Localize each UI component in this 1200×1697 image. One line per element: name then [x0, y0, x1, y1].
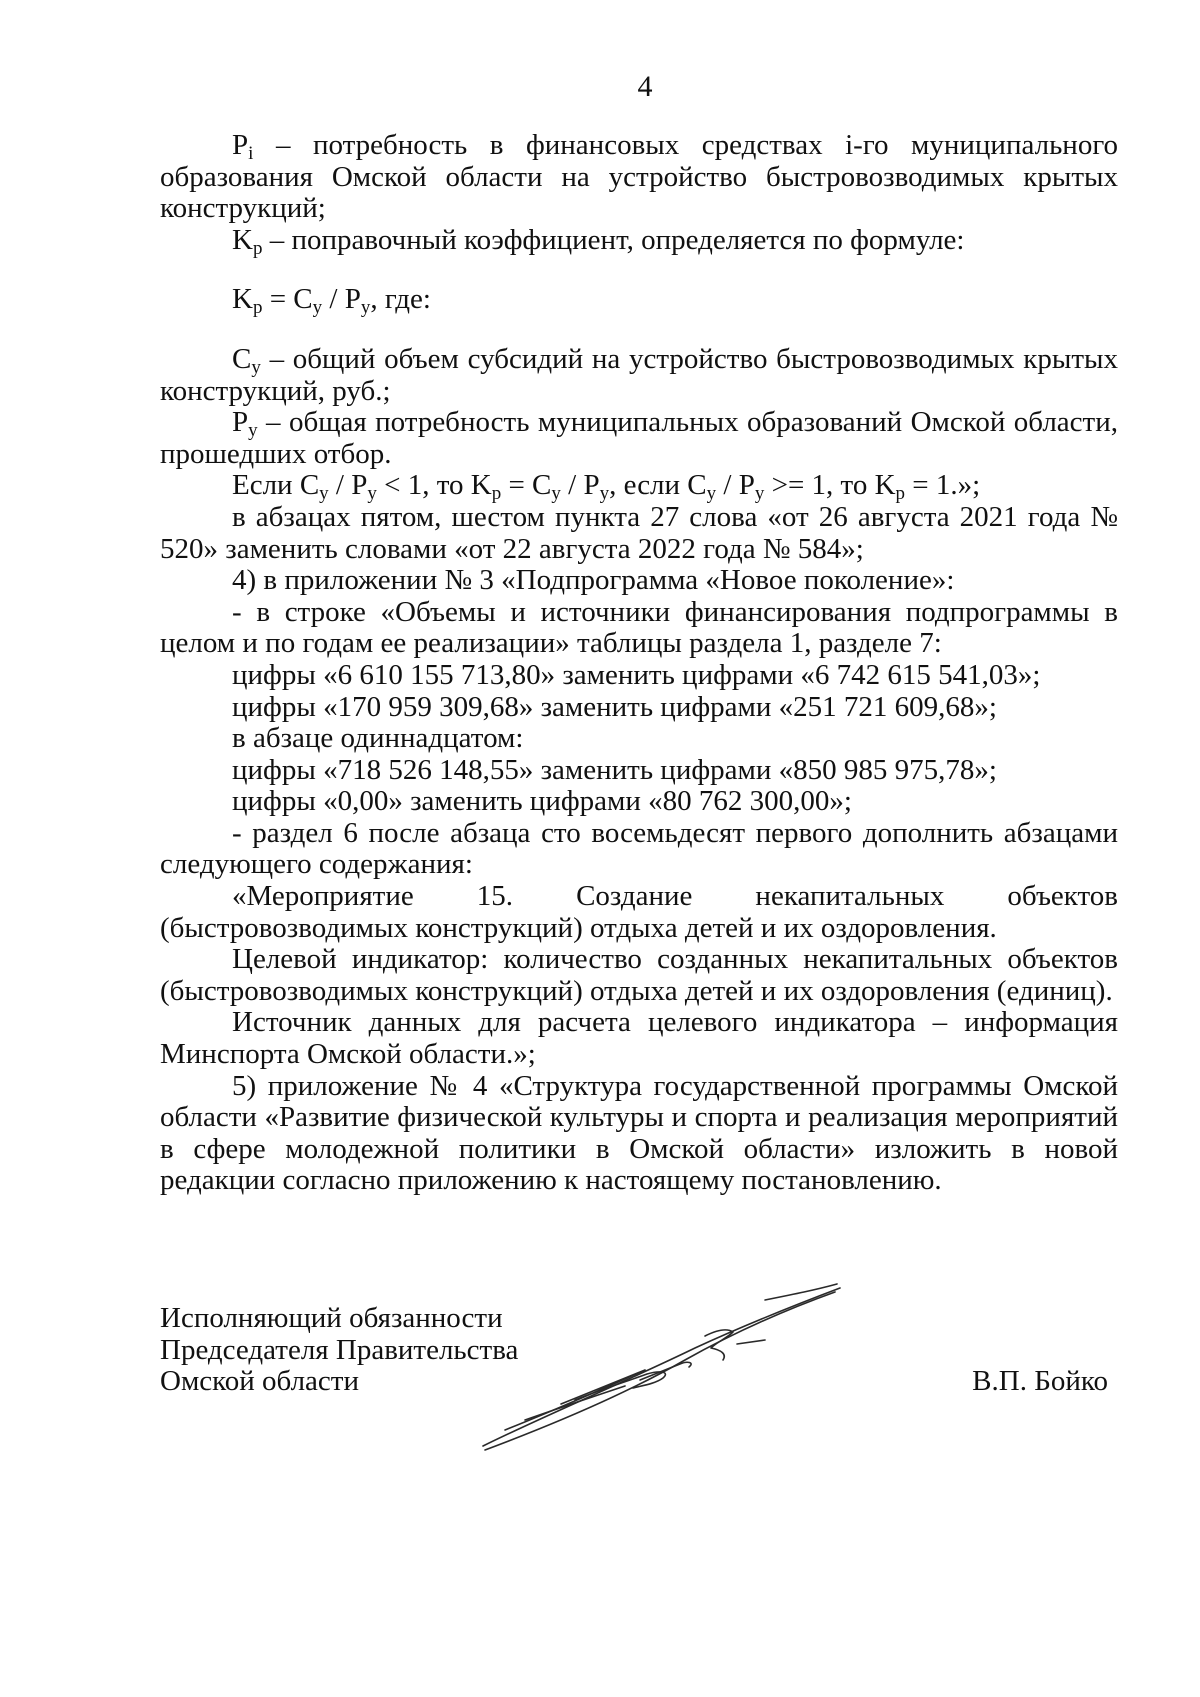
subscript: i — [248, 143, 254, 164]
text-run: < 1, то K — [376, 469, 492, 502]
paragraph — [160, 225, 1118, 257]
text-run: цифры «0,00» заменить цифрами «80 762 300,00»; — [232, 785, 852, 818]
paragraph — [160, 344, 1118, 407]
paragraph — [160, 755, 1118, 787]
text-run: P — [232, 406, 249, 439]
subscript: p — [895, 483, 906, 505]
paragraph — [160, 1007, 1118, 1070]
text-run: цифры «718 526 148,55» заменить цифрами «850 985 975,78»; — [232, 753, 997, 786]
subscript: y — [599, 483, 610, 505]
text-run: - в строке «Объемы и источники финансирования подпрограммы в целом и по годам ее реализации» таблицы раздела 1, разделе 7: — [160, 595, 1118, 660]
text-run: – поправочный коэффициент, определяется по формуле: — [262, 223, 965, 256]
text-run: / P — [322, 283, 361, 316]
subscript: y — [754, 483, 765, 505]
subscript: p — [252, 297, 263, 319]
page-number: 4 — [637, 70, 653, 103]
paragraph — [160, 130, 1118, 225]
text-run: цифры «6 610 155 713,80» заменить цифрами «6 742 615 541,03»; — [232, 658, 1041, 691]
subscript: p — [491, 483, 502, 505]
text-run: = C — [501, 469, 552, 502]
signer-title-line-2: Председателя Правительства — [160, 1333, 519, 1366]
formula-line — [160, 283, 1118, 319]
paragraph — [160, 944, 1118, 1007]
signer-title-line-3: Омской области — [160, 1365, 359, 1398]
signer-name: В.П. Бойко — [972, 1365, 1108, 1397]
text-run: 5) приложение № 4 «Структура государственной программы Омской области «Развитие физической культуры и спорта и реализация мероприятий в сфере молодежной политики в Омской области» изложить в новой редакции согласно приложению к настоящему постановлению. — [160, 1069, 1118, 1197]
text-run: = C — [262, 283, 313, 316]
text-run: / P — [560, 469, 600, 502]
signer-title-line-1: Исполняющий обязанности — [160, 1302, 503, 1334]
text-run: в абзацах пятом, шестом пункта 27 слова «от 26 августа 2021 года № 520» заменить словами «от 22 августа 2022 года № 584»; — [160, 500, 1118, 565]
paragraph — [160, 818, 1118, 881]
subscript: y — [706, 483, 717, 505]
text-run: >= 1, то K — [764, 469, 896, 502]
text-run: «Мероприятие 15. Создание некапитальных объектов (быстровозводимых конструкций) отдыха детей и их оздоровления. — [160, 880, 1118, 944]
paragraph — [160, 786, 1118, 818]
subscript: y — [367, 483, 377, 505]
text-run: – общий объем субсидий на устройство быстровозводимых крытых конструкций, руб.; — [160, 342, 1118, 407]
subscript: y — [312, 297, 323, 319]
text-run: = 1.»; — [905, 469, 981, 502]
subscript: y — [248, 420, 258, 442]
text-run: 4) в приложении № 3 «Подпрограмма «Новое поколение»: — [232, 564, 955, 597]
text-run: - раздел 6 после абзаца сто восемьдесят первого дополнить абзацами следующего содержания: — [160, 816, 1118, 881]
text-run: Целевой индикатор: количество созданных некапитальных объектов (быстровозводимых конструкций) отдыха детей и их оздоровления (единиц). — [160, 943, 1118, 1007]
paragraph — [160, 469, 1118, 505]
paragraph — [160, 565, 1118, 597]
paragraph — [160, 1071, 1118, 1197]
paragraph — [160, 597, 1118, 660]
document-body — [160, 130, 1118, 1197]
signature-block — [160, 1303, 1118, 1433]
paragraph — [160, 723, 1118, 755]
text-run: , если C — [609, 469, 707, 502]
text-run: цифры «170 959 309,68» заменить цифрами «251 721 609,68»; — [232, 690, 997, 723]
text-run: – потребность в финансовых средствах i-го муниципального образования Омской области на устройство быстровозводимых крытых конструкций; — [160, 129, 1118, 225]
subscript: y — [551, 483, 561, 505]
text-run: Источник данных для расчета целевого индикатора – информация Минспорта Омской области.»; — [160, 1006, 1118, 1071]
text-run: C — [232, 342, 252, 375]
paragraph — [160, 692, 1118, 724]
text-run: в абзаце одиннадцатом: — [232, 722, 524, 755]
paragraph — [160, 502, 1118, 565]
paragraph — [160, 407, 1118, 470]
text-run: Если C — [232, 469, 320, 502]
subscript: y — [251, 356, 261, 378]
text-run: P — [232, 129, 249, 161]
subscript: y — [360, 297, 371, 319]
paragraph — [160, 660, 1118, 692]
subscript: p — [252, 237, 263, 259]
text-run: K — [232, 223, 253, 256]
text-run: / P — [328, 469, 368, 502]
text-run: / P — [716, 469, 755, 502]
text-run: , где: — [370, 283, 431, 316]
text-run: K — [232, 283, 253, 316]
paragraph — [160, 881, 1118, 944]
text-run: – общая потребность муниципальных образований Омской области, прошедших отбор. — [160, 406, 1118, 470]
subscript: y — [319, 483, 329, 505]
